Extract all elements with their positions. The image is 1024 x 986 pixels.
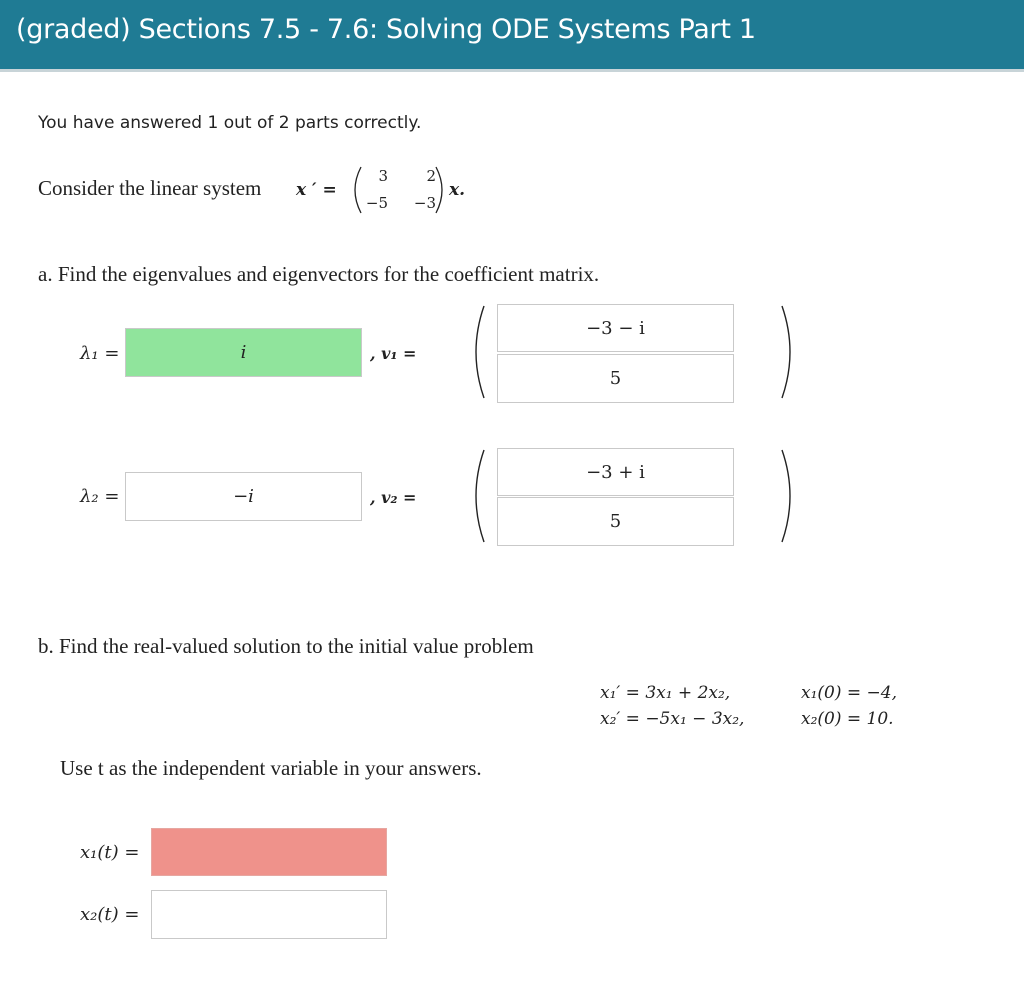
initial-condition-1: x₁(0) = −4, <box>801 683 897 703</box>
system-rhs: x. <box>449 180 466 200</box>
x1-label: x₁(t) = <box>80 842 140 863</box>
lambda1-input[interactable]: i <box>125 328 362 377</box>
independent-variable-note: Use t as the independent variable in your answers. <box>60 756 482 780</box>
x1-input[interactable] <box>151 828 387 876</box>
v1-left-paren <box>470 304 486 400</box>
page-title: (graded) Sections 7.5 - 7.6: Solving ODE Systems Part 1 <box>16 14 756 45</box>
v1-label: , v₁ = <box>370 344 417 363</box>
v2-component-1[interactable]: −3 + i <box>497 448 734 496</box>
matrix-a11: 3 <box>378 167 388 185</box>
x2-label: x₂(t) = <box>80 904 140 925</box>
v1-right-paren <box>780 304 796 400</box>
lambda2-input[interactable]: −i <box>125 472 362 521</box>
matrix-a21: −5 <box>365 194 388 212</box>
intro-text: Consider the linear system <box>38 176 262 200</box>
system-lhs: x ′ = <box>296 180 337 200</box>
initial-condition-2: x₂(0) = 10. <box>801 709 894 729</box>
v2-left-paren <box>470 448 486 544</box>
v2-label: , v₂ = <box>370 488 417 507</box>
part-a-prompt: a. Find the eigenvalues and eigenvectors for the coefficient matrix. <box>38 262 600 286</box>
score-status: You have answered 1 out of 2 parts correctly. <box>38 113 422 133</box>
v2-component-2[interactable]: 5 <box>497 497 734 546</box>
matrix-right-paren <box>434 165 448 215</box>
v1-component-1[interactable]: −3 − i <box>497 304 734 352</box>
matrix-a12: 2 <box>426 167 436 185</box>
lambda2-label: λ₂ = <box>80 486 120 507</box>
page-header <box>0 0 1024 72</box>
ode-equation-2: x₂′ = −5x₁ − 3x₂, <box>600 709 745 729</box>
ode-equation-1: x₁′ = 3x₁ + 2x₂, <box>600 683 731 703</box>
v1-component-2[interactable]: 5 <box>497 354 734 403</box>
x2-input[interactable] <box>151 890 387 939</box>
matrix-a22: −3 <box>413 194 436 212</box>
lambda1-label: λ₁ = <box>80 343 120 364</box>
part-b-prompt: b. Find the real-valued solution to the initial value problem <box>38 634 534 658</box>
v2-right-paren <box>780 448 796 544</box>
